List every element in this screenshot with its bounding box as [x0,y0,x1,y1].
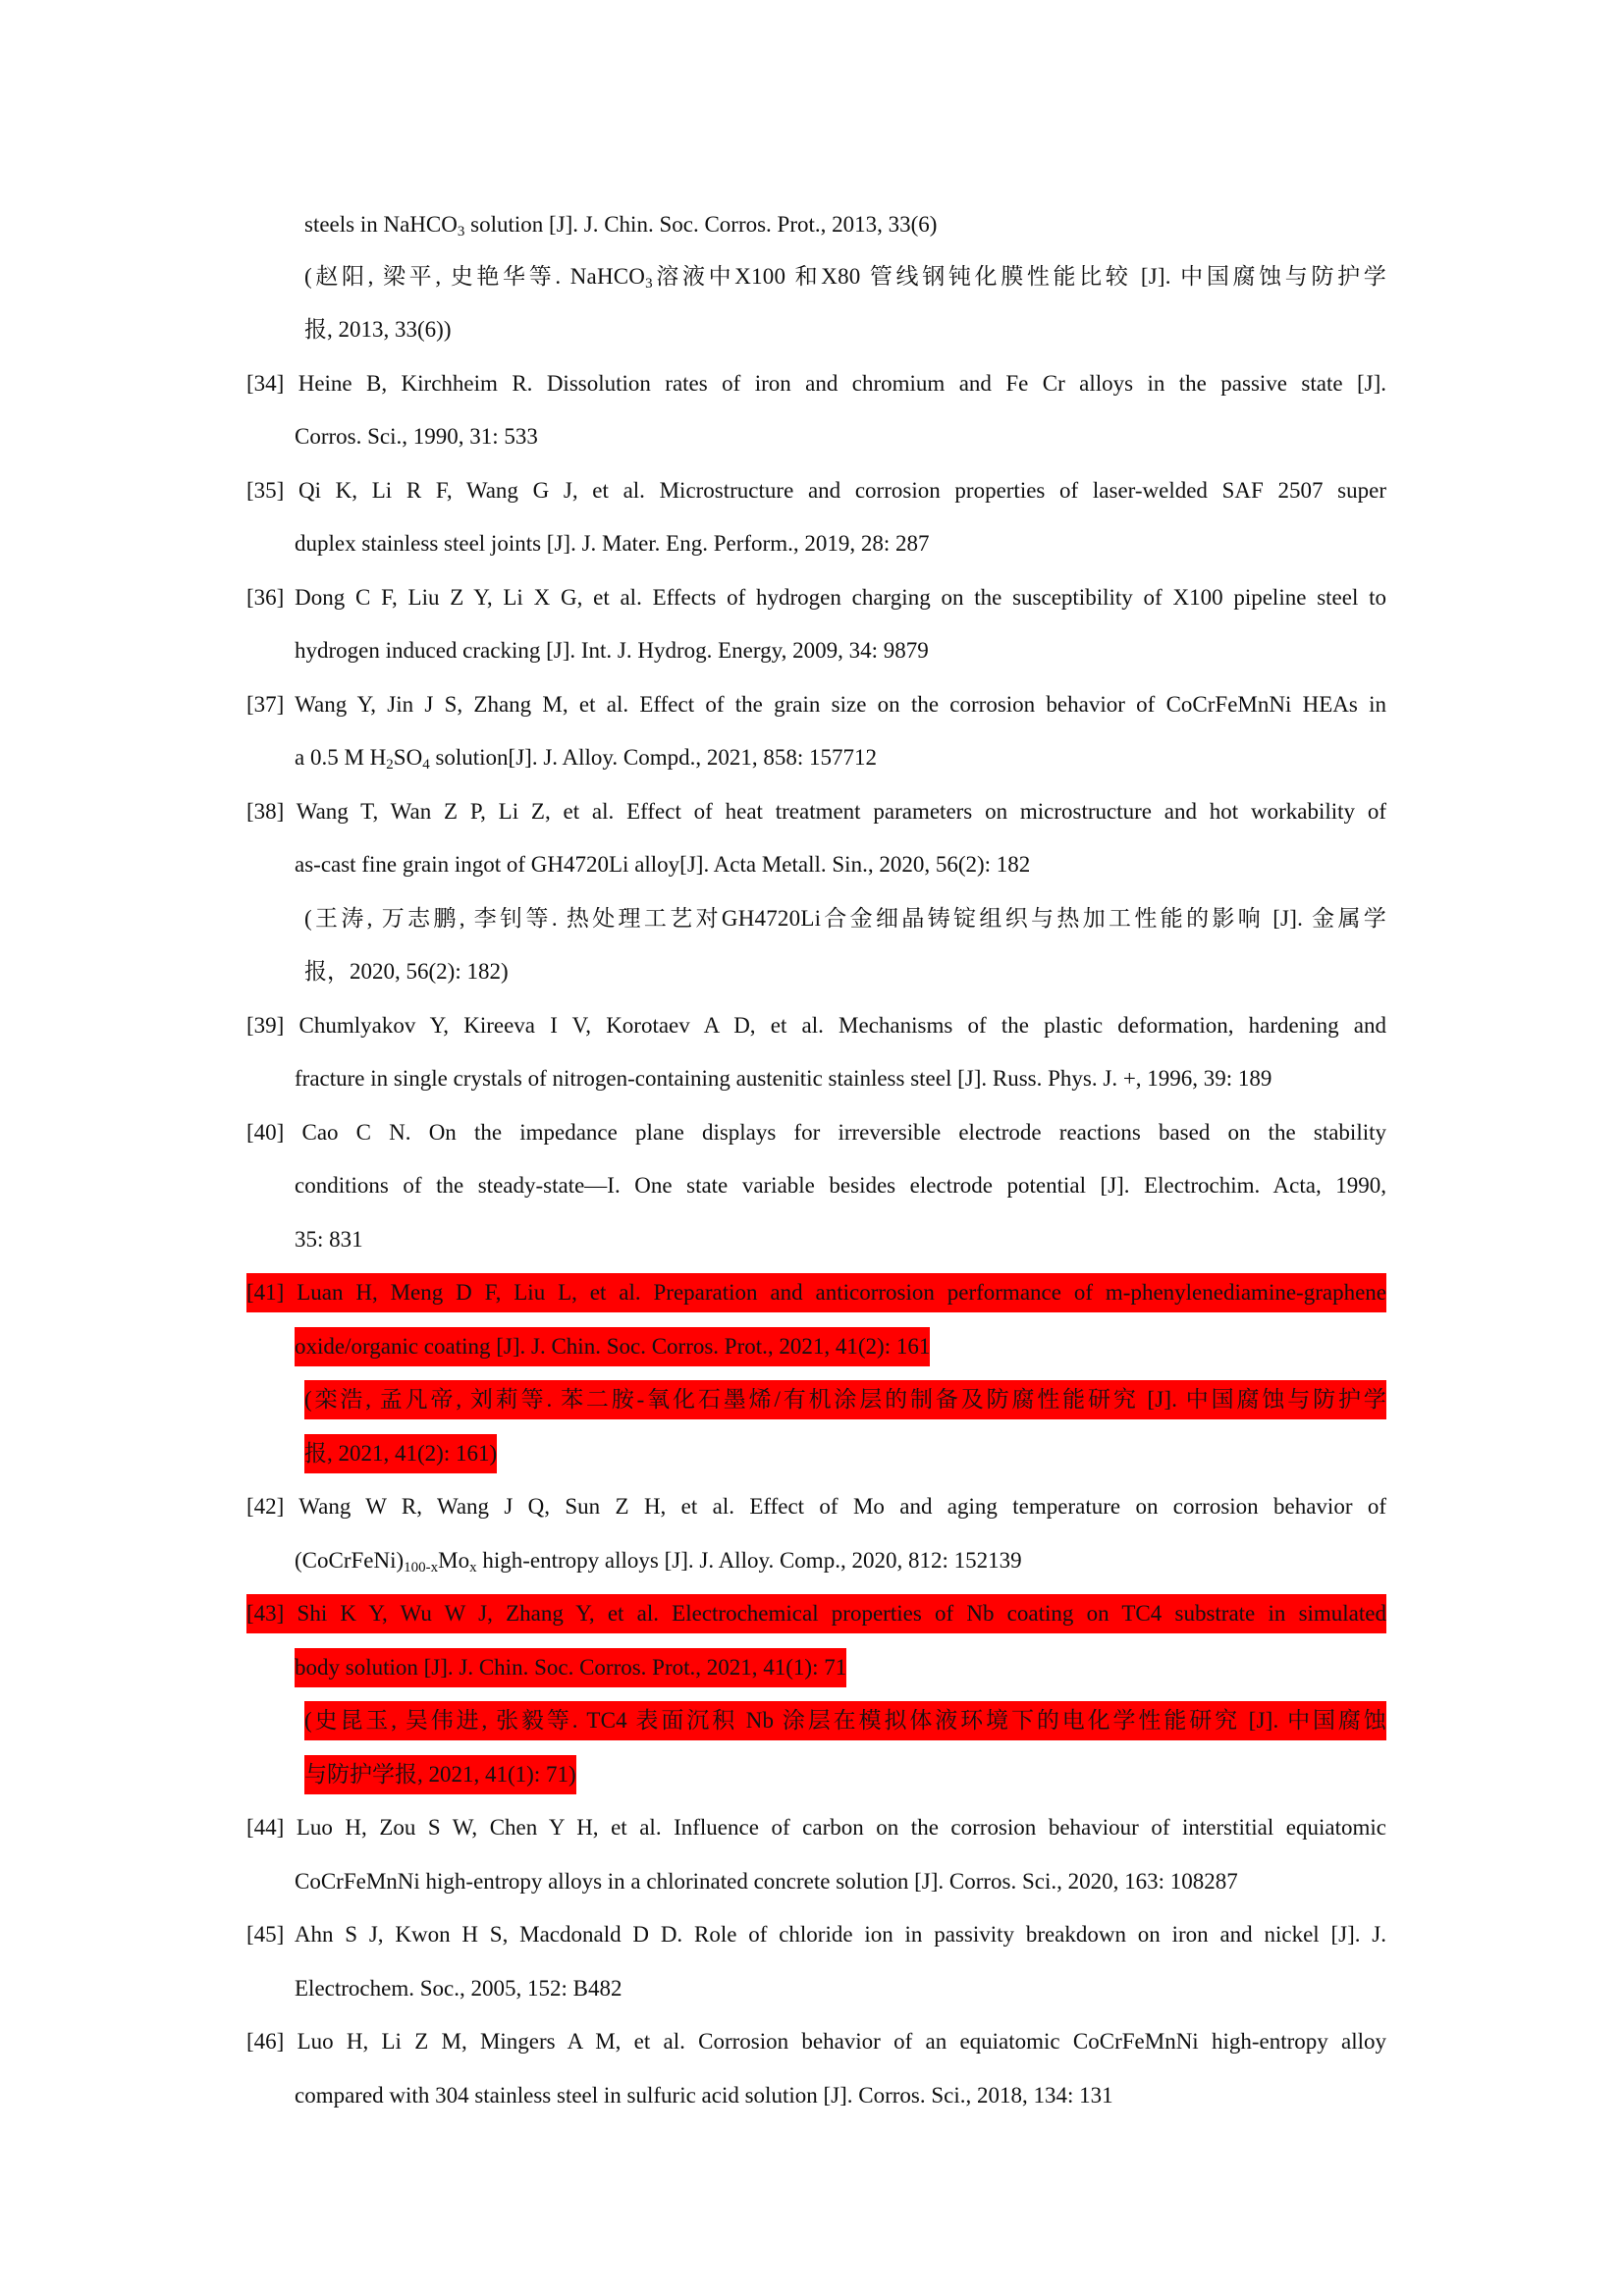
ref-36-line-1: [36] Dong C F, Liu Z Y, Li X G, et al. Effects of hydrogen charging on the susceptibility of X100 pipeline steel to [246,585,1386,610]
ref-33-line-1: steels in NaHCO$_3$ solution [J]. J. Chin. Soc. Corros. Prot., 2013, 33(6) [304,212,938,240]
ref-38-line-3: (王涛, 万志鹏, 李钊等. 热处理工艺对GH4720Li合金细晶铸锭组织与热加工性能的影响 [J]. 金属学 [304,906,1386,931]
ref-33-line-3: 报, 2013, 33(6)) [304,317,452,342]
ref-45-line-2: Electrochem. Soc., 2005, 152: B482 [295,1976,622,2001]
ref-41-line-4: 报, 2021, 41(2): 161) [304,1434,1396,1473]
ref-35-line-2: duplex stainless steel joints [J]. J. Mater. Eng. Perform., 2019, 28: 287 [295,531,930,556]
ref-44-line-2: CoCrFeMnNi high-entropy alloys in a chlorinated concrete solution [J]. Corros. Sci., 2020, 163: 108287 [295,1869,1238,1894]
ref-43-line-3: (史昆玉, 吴伟进, 张毅等. TC4 表面沉积 Nb 涂层在模拟体液环境下的电化学性能研究 [J]. 中国腐蚀 [304,1701,1386,1740]
ref-34-line-2: Corros. Sci., 1990, 31: 533 [295,424,538,449]
ref-35-line-1: [35] Qi K, Li R F, Wang G J, et al. Microstructure and corrosion properties of laser-welded SAF 2507 super [246,478,1386,503]
ref-41-line-1: [41] Luan H, Meng D F, Liu L, et al. Preparation and anticorrosion performance of m-phenylenediamine-graphene [246,1273,1386,1312]
ref-37-line-1: [37] Wang Y, Jin J S, Zhang M, et al. Effect of the grain size on the corrosion behavior of CoCrFeMnNi HEAs in [246,692,1386,717]
ref-46-line-2: compared with 304 stainless steel in sulfuric acid solution [J]. Corros. Sci., 2018, 134: 131 [295,2083,1113,2108]
ref-39-line-2: fracture in single crystals of nitrogen-containing austenitic stainless steel [J]. Russ. Phys. J. +, 1996, 39: 189 [295,1066,1272,1091]
ref-41-line-2: oxide/organic coating [J]. J. Chin. Soc. Corros. Prot., 2021, 41(2): 161 [295,1327,1386,1366]
ref-38-line-4: 报，2020, 56(2): 182) [304,959,509,984]
ref-40-line-2: conditions of the steady-state—I. One state variable besides electrode potential [J]. Electrochim. Acta, 1990, [295,1173,1386,1198]
ref-44-line-1: [44] Luo H, Zou S W, Chen Y H, et al. Influence of carbon on the corrosion behaviour of interstitial equiatomic [246,1815,1386,1840]
ref-36-line-2: hydrogen induced cracking [J]. Int. J. Hydrog. Energy, 2009, 34: 9879 [295,638,929,663]
ref-37-line-2: a 0.5 M $H_2SO_4$ solution[J]. J. Alloy. Compd., 2021, 858: 157712 [295,745,878,773]
ref-46-line-1: [46] Luo H, Li Z M, Mingers A M, et al. Corrosion behavior of an equiatomic CoCrFeMnNi high-entropy alloy [246,2029,1386,2054]
ref-41-line-3: (栾浩, 孟凡帝, 刘莉等. 苯二胺-氧化石墨烯/有机涂层的制备及防腐性能研究 [J]. 中国腐蚀与防护学 [304,1380,1386,1419]
ref-43-line-1: [43] Shi K Y, Wu W J, Zhang Y, et al. Electrochemical properties of Nb coating on TC4 substrate in simulated [246,1594,1386,1633]
ref-39-line-1: [39] Chumlyakov Y, Kireeva I V, Korotaev A D, et al. Mechanisms of the plastic deformation, hardening and [246,1013,1386,1038]
ref-42-line-2: $(CoCrFeNi)_{100-x}Mo_x$ high-entropy alloys [J]. J. Alloy. Comp., 2020, 812: 152139 [295,1548,1022,1575]
ref-43-line-2: body solution [J]. J. Chin. Soc. Corros. Prot., 2021, 41(1): 71 [295,1648,1386,1687]
ref-38-line-2: as-cast fine grain ingot of GH4720Li alloy[J]. Acta Metall. Sin., 2020, 56(2): 182 [295,852,1031,877]
ref-40-line-3: 35: 831 [295,1227,363,1252]
ref-34-line-1: [34] Heine B, Kirchheim R. Dissolution rates of iron and chromium and Fe Cr alloys in the passive state [J]. [246,371,1386,396]
ref-45-line-1: [45] Ahn S J, Kwon H S, Macdonald D D. Role of chloride ion in passivity breakdown on iron and nickel [J]. J. [246,1922,1386,1947]
ref-43-line-4: 与防护学报, 2021, 41(1): 71) [304,1755,1396,1794]
ref-42-line-1: [42] Wang W R, Wang J Q, Sun Z H, et al. Effect of Mo and aging temperature on corrosion behavior of [246,1494,1386,1519]
ref-40-line-1: [40] Cao C N. On the impedance plane displays for irreversible electrode reactions based on the stability [246,1120,1386,1145]
ref-38-line-1: [38] Wang T, Wan Z P, Li Z, et al. Effect of heat treatment parameters on microstructure and hot workability of [246,799,1386,824]
ref-33-line-2: (赵阳, 梁平, 史艳华等. NaHCO$_3$溶液中X100 和X80 管线钢钝化膜性能比较 [J]. 中国腐蚀与防护学 [304,264,1386,292]
